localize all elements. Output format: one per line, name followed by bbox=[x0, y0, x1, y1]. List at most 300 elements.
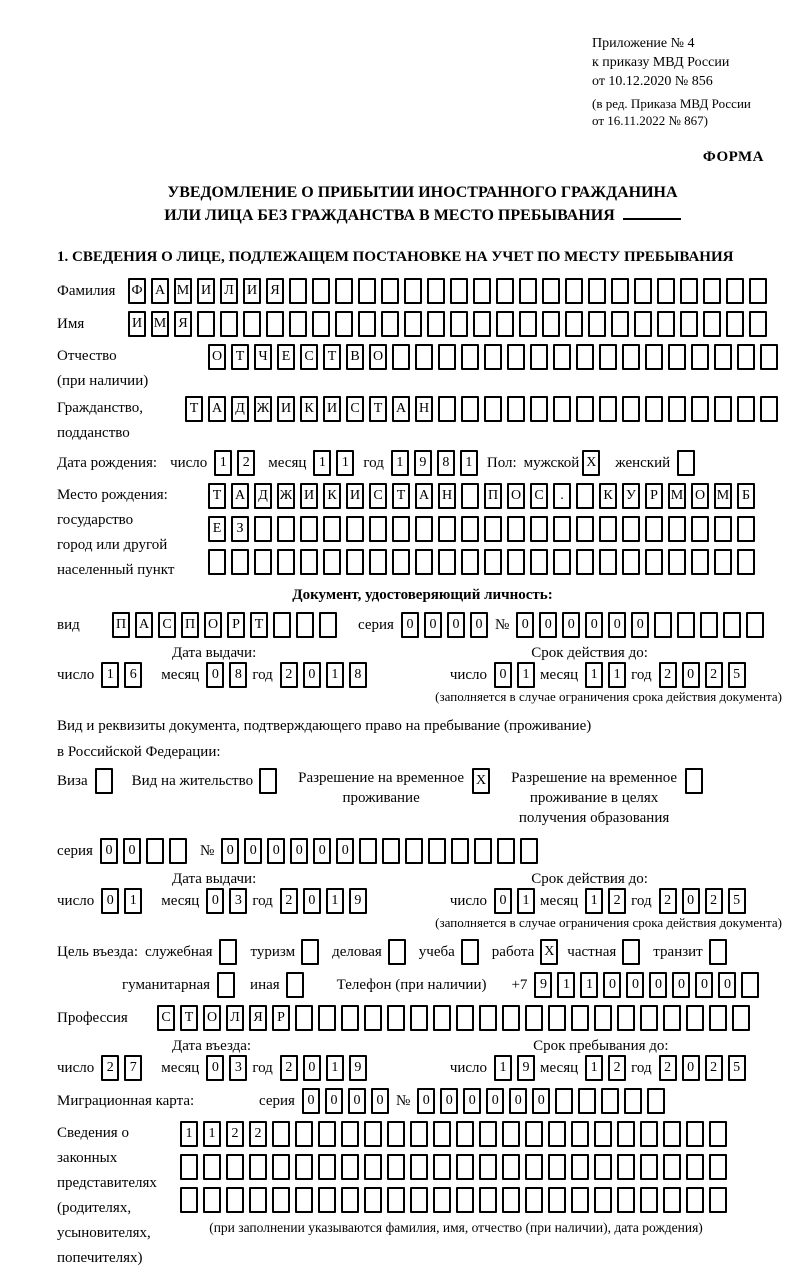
char-cell[interactable]: Н bbox=[438, 483, 456, 509]
char-cell[interactable] bbox=[392, 516, 410, 542]
char-cell[interactable] bbox=[691, 396, 709, 422]
char-cell[interactable]: М bbox=[151, 311, 169, 337]
char-cell[interactable]: 1 bbox=[180, 1121, 198, 1147]
char-cell[interactable]: 0 bbox=[631, 612, 649, 638]
char-cell[interactable] bbox=[479, 1005, 497, 1031]
char-cell[interactable] bbox=[571, 1005, 589, 1031]
char-cell[interactable]: 0 bbox=[626, 972, 644, 998]
char-cell[interactable]: 8 bbox=[229, 662, 247, 688]
char-cell[interactable]: 9 bbox=[414, 450, 432, 476]
char-cell[interactable] bbox=[341, 1187, 359, 1213]
char-cell[interactable]: О bbox=[208, 344, 226, 370]
char-cell[interactable] bbox=[335, 278, 353, 304]
char-cell[interactable] bbox=[565, 311, 583, 337]
char-cell[interactable] bbox=[502, 1005, 520, 1031]
char-cell[interactable] bbox=[433, 1121, 451, 1147]
char-cell[interactable] bbox=[645, 516, 663, 542]
char-cell[interactable] bbox=[277, 549, 295, 575]
char-cell[interactable]: 1 bbox=[203, 1121, 221, 1147]
char-cell[interactable]: Т bbox=[208, 483, 226, 509]
char-cell[interactable] bbox=[746, 612, 764, 638]
char-cell[interactable] bbox=[369, 516, 387, 542]
char-cell[interactable]: 1 bbox=[326, 662, 344, 688]
char-cell[interactable]: 9 bbox=[534, 972, 552, 998]
char-cell[interactable] bbox=[502, 1154, 520, 1180]
char-cell[interactable]: А bbox=[135, 612, 153, 638]
char-cell[interactable]: М bbox=[174, 278, 192, 304]
char-cell[interactable]: 0 bbox=[206, 1055, 224, 1081]
commercial-checkbox-cell[interactable] bbox=[388, 939, 406, 965]
char-cell[interactable]: Я bbox=[249, 1005, 267, 1031]
char-cell[interactable] bbox=[272, 1154, 290, 1180]
char-cell[interactable] bbox=[341, 1121, 359, 1147]
char-cell[interactable] bbox=[645, 396, 663, 422]
char-cell[interactable] bbox=[703, 278, 721, 304]
char-cell[interactable]: А bbox=[208, 396, 226, 422]
char-cell[interactable]: 0 bbox=[206, 662, 224, 688]
char-cell[interactable] bbox=[519, 278, 537, 304]
char-cell[interactable] bbox=[323, 549, 341, 575]
char-cell[interactable]: 1 bbox=[326, 1055, 344, 1081]
char-cell[interactable]: 0 bbox=[486, 1088, 504, 1114]
char-cell[interactable] bbox=[634, 278, 652, 304]
char-cell[interactable] bbox=[295, 1154, 313, 1180]
char-cell[interactable]: 0 bbox=[303, 1055, 321, 1081]
char-cell[interactable] bbox=[387, 1187, 405, 1213]
char-cell[interactable]: У bbox=[622, 483, 640, 509]
char-cell[interactable] bbox=[415, 516, 433, 542]
char-cell[interactable] bbox=[203, 1154, 221, 1180]
char-cell[interactable] bbox=[169, 838, 187, 864]
char-cell[interactable] bbox=[507, 516, 525, 542]
char-cell[interactable]: 2 bbox=[280, 1055, 298, 1081]
char-cell[interactable] bbox=[617, 1187, 635, 1213]
char-cell[interactable] bbox=[273, 612, 291, 638]
char-cell[interactable]: 5 bbox=[728, 1055, 746, 1081]
char-cell[interactable] bbox=[272, 1121, 290, 1147]
work-checkbox-cell[interactable]: X bbox=[540, 939, 558, 965]
char-cell[interactable]: 9 bbox=[349, 888, 367, 914]
char-cell[interactable]: 9 bbox=[349, 1055, 367, 1081]
humanitarian-checkbox-cell[interactable] bbox=[217, 972, 235, 998]
char-cell[interactable] bbox=[502, 1187, 520, 1213]
char-cell[interactable]: 0 bbox=[447, 612, 465, 638]
char-cell[interactable]: 0 bbox=[695, 972, 713, 998]
char-cell[interactable] bbox=[404, 278, 422, 304]
char-cell[interactable] bbox=[611, 311, 629, 337]
char-cell[interactable]: 8 bbox=[349, 662, 367, 688]
char-cell[interactable] bbox=[450, 278, 468, 304]
char-cell[interactable] bbox=[599, 549, 617, 575]
char-cell[interactable] bbox=[703, 311, 721, 337]
char-cell[interactable] bbox=[461, 344, 479, 370]
char-cell[interactable] bbox=[146, 838, 164, 864]
char-cell[interactable] bbox=[433, 1005, 451, 1031]
char-cell[interactable]: Ф bbox=[128, 278, 146, 304]
char-cell[interactable] bbox=[410, 1121, 428, 1147]
char-cell[interactable] bbox=[594, 1154, 612, 1180]
char-cell[interactable]: 0 bbox=[440, 1088, 458, 1114]
char-cell[interactable] bbox=[732, 1005, 750, 1031]
char-cell[interactable]: С bbox=[157, 1005, 175, 1031]
char-cell[interactable]: 0 bbox=[221, 838, 239, 864]
char-cell[interactable]: 2 bbox=[705, 1055, 723, 1081]
char-cell[interactable] bbox=[548, 1005, 566, 1031]
char-cell[interactable] bbox=[197, 311, 215, 337]
char-cell[interactable] bbox=[496, 278, 514, 304]
char-cell[interactable] bbox=[382, 838, 400, 864]
char-cell[interactable] bbox=[576, 516, 594, 542]
char-cell[interactable] bbox=[507, 549, 525, 575]
char-cell[interactable] bbox=[484, 549, 502, 575]
char-cell[interactable] bbox=[438, 344, 456, 370]
char-cell[interactable]: 0 bbox=[682, 662, 700, 688]
char-cell[interactable] bbox=[599, 396, 617, 422]
char-cell[interactable] bbox=[680, 311, 698, 337]
char-cell[interactable]: 0 bbox=[603, 972, 621, 998]
char-cell[interactable] bbox=[473, 311, 491, 337]
char-cell[interactable]: А bbox=[151, 278, 169, 304]
char-cell[interactable] bbox=[220, 311, 238, 337]
char-cell[interactable] bbox=[611, 278, 629, 304]
char-cell[interactable]: 0 bbox=[682, 1055, 700, 1081]
char-cell[interactable]: М bbox=[714, 483, 732, 509]
char-cell[interactable]: 1 bbox=[585, 662, 603, 688]
char-cell[interactable]: 5 bbox=[728, 662, 746, 688]
char-cell[interactable] bbox=[530, 344, 548, 370]
char-cell[interactable]: 1 bbox=[391, 450, 409, 476]
char-cell[interactable]: И bbox=[346, 483, 364, 509]
char-cell[interactable] bbox=[456, 1005, 474, 1031]
char-cell[interactable] bbox=[319, 612, 337, 638]
char-cell[interactable] bbox=[318, 1005, 336, 1031]
char-cell[interactable] bbox=[456, 1154, 474, 1180]
char-cell[interactable]: 0 bbox=[325, 1088, 343, 1114]
char-cell[interactable] bbox=[392, 344, 410, 370]
char-cell[interactable]: 1 bbox=[608, 662, 626, 688]
char-cell[interactable] bbox=[318, 1154, 336, 1180]
char-cell[interactable] bbox=[364, 1154, 382, 1180]
char-cell[interactable] bbox=[525, 1154, 543, 1180]
char-cell[interactable] bbox=[507, 396, 525, 422]
business-checkbox-cell[interactable] bbox=[219, 939, 237, 965]
char-cell[interactable] bbox=[335, 311, 353, 337]
char-cell[interactable]: И bbox=[323, 396, 341, 422]
char-cell[interactable]: 0 bbox=[371, 1088, 389, 1114]
char-cell[interactable] bbox=[387, 1154, 405, 1180]
char-cell[interactable]: Т bbox=[250, 612, 268, 638]
char-cell[interactable] bbox=[571, 1154, 589, 1180]
char-cell[interactable] bbox=[741, 972, 759, 998]
char-cell[interactable]: З bbox=[231, 516, 249, 542]
char-cell[interactable]: 0 bbox=[649, 972, 667, 998]
char-cell[interactable]: 2 bbox=[659, 662, 677, 688]
char-cell[interactable]: 1 bbox=[585, 888, 603, 914]
char-cell[interactable] bbox=[594, 1121, 612, 1147]
char-cell[interactable] bbox=[634, 311, 652, 337]
char-cell[interactable] bbox=[272, 1187, 290, 1213]
char-cell[interactable] bbox=[726, 311, 744, 337]
char-cell[interactable] bbox=[428, 838, 446, 864]
char-cell[interactable] bbox=[553, 516, 571, 542]
char-cell[interactable]: 2 bbox=[280, 888, 298, 914]
char-cell[interactable]: Ж bbox=[254, 396, 272, 422]
char-cell[interactable]: 2 bbox=[608, 888, 626, 914]
char-cell[interactable] bbox=[668, 549, 686, 575]
char-cell[interactable] bbox=[686, 1005, 704, 1031]
char-cell[interactable] bbox=[576, 344, 594, 370]
char-cell[interactable] bbox=[680, 278, 698, 304]
char-cell[interactable] bbox=[300, 549, 318, 575]
char-cell[interactable] bbox=[226, 1187, 244, 1213]
char-cell[interactable]: К bbox=[323, 483, 341, 509]
char-cell[interactable]: Р bbox=[272, 1005, 290, 1031]
char-cell[interactable] bbox=[709, 1187, 727, 1213]
char-cell[interactable]: 9 bbox=[517, 1055, 535, 1081]
char-cell[interactable] bbox=[484, 516, 502, 542]
tourism-checkbox-cell[interactable] bbox=[301, 939, 319, 965]
char-cell[interactable] bbox=[295, 1005, 313, 1031]
char-cell[interactable] bbox=[243, 311, 261, 337]
char-cell[interactable] bbox=[231, 549, 249, 575]
char-cell[interactable] bbox=[588, 311, 606, 337]
transit-checkbox-cell[interactable] bbox=[709, 939, 727, 965]
char-cell[interactable] bbox=[588, 278, 606, 304]
private-checkbox-cell[interactable] bbox=[622, 939, 640, 965]
char-cell[interactable] bbox=[438, 396, 456, 422]
char-cell[interactable]: 0 bbox=[401, 612, 419, 638]
char-cell[interactable]: 7 bbox=[124, 1055, 142, 1081]
char-cell[interactable]: 5 bbox=[728, 888, 746, 914]
char-cell[interactable]: К bbox=[300, 396, 318, 422]
char-cell[interactable] bbox=[369, 549, 387, 575]
char-cell[interactable] bbox=[364, 1005, 382, 1031]
residence-permit-checkbox-cell[interactable] bbox=[259, 768, 277, 794]
char-cell[interactable]: Н bbox=[415, 396, 433, 422]
char-cell[interactable] bbox=[622, 344, 640, 370]
char-cell[interactable] bbox=[691, 549, 709, 575]
male-checkbox-cell[interactable]: X bbox=[582, 450, 600, 476]
char-cell[interactable] bbox=[295, 1187, 313, 1213]
char-cell[interactable] bbox=[663, 1154, 681, 1180]
char-cell[interactable] bbox=[484, 396, 502, 422]
char-cell[interactable] bbox=[601, 1088, 619, 1114]
char-cell[interactable]: 1 bbox=[517, 888, 535, 914]
char-cell[interactable]: 0 bbox=[682, 888, 700, 914]
char-cell[interactable]: 1 bbox=[494, 1055, 512, 1081]
char-cell[interactable] bbox=[473, 278, 491, 304]
char-cell[interactable]: 2 bbox=[705, 888, 723, 914]
female-checkbox-cell[interactable] bbox=[677, 450, 695, 476]
char-cell[interactable]: Д bbox=[254, 483, 272, 509]
char-cell[interactable]: 2 bbox=[659, 888, 677, 914]
char-cell[interactable] bbox=[617, 1121, 635, 1147]
char-cell[interactable]: Я bbox=[266, 278, 284, 304]
char-cell[interactable] bbox=[530, 396, 548, 422]
char-cell[interactable]: 3 bbox=[229, 888, 247, 914]
char-cell[interactable] bbox=[686, 1187, 704, 1213]
char-cell[interactable] bbox=[180, 1154, 198, 1180]
char-cell[interactable] bbox=[358, 278, 376, 304]
char-cell[interactable] bbox=[323, 516, 341, 542]
char-cell[interactable]: Т bbox=[369, 396, 387, 422]
char-cell[interactable]: Л bbox=[220, 278, 238, 304]
char-cell[interactable]: 0 bbox=[562, 612, 580, 638]
char-cell[interactable]: 0 bbox=[303, 662, 321, 688]
char-cell[interactable] bbox=[496, 311, 514, 337]
char-cell[interactable]: Р bbox=[227, 612, 245, 638]
char-cell[interactable]: Т bbox=[392, 483, 410, 509]
char-cell[interactable] bbox=[300, 516, 318, 542]
char-cell[interactable] bbox=[507, 344, 525, 370]
char-cell[interactable]: А bbox=[415, 483, 433, 509]
char-cell[interactable]: О bbox=[203, 1005, 221, 1031]
char-cell[interactable]: А bbox=[392, 396, 410, 422]
other-checkbox-cell[interactable] bbox=[286, 972, 304, 998]
char-cell[interactable] bbox=[346, 549, 364, 575]
char-cell[interactable]: 1 bbox=[557, 972, 575, 998]
char-cell[interactable] bbox=[657, 278, 675, 304]
char-cell[interactable] bbox=[640, 1121, 658, 1147]
char-cell[interactable] bbox=[415, 549, 433, 575]
char-cell[interactable] bbox=[456, 1121, 474, 1147]
char-cell[interactable] bbox=[427, 311, 445, 337]
char-cell[interactable]: 0 bbox=[516, 612, 534, 638]
char-cell[interactable]: 0 bbox=[313, 838, 331, 864]
char-cell[interactable]: О bbox=[691, 483, 709, 509]
char-cell[interactable] bbox=[599, 344, 617, 370]
char-cell[interactable] bbox=[691, 516, 709, 542]
char-cell[interactable] bbox=[295, 1121, 313, 1147]
char-cell[interactable] bbox=[346, 516, 364, 542]
char-cell[interactable] bbox=[405, 838, 423, 864]
char-cell[interactable] bbox=[714, 549, 732, 575]
char-cell[interactable]: Ч bbox=[254, 344, 272, 370]
char-cell[interactable] bbox=[654, 612, 672, 638]
char-cell[interactable]: 1 bbox=[460, 450, 478, 476]
char-cell[interactable]: Я bbox=[174, 311, 192, 337]
char-cell[interactable]: 1 bbox=[580, 972, 598, 998]
char-cell[interactable] bbox=[266, 311, 284, 337]
char-cell[interactable] bbox=[226, 1154, 244, 1180]
rvp-edu-checkbox-cell[interactable] bbox=[685, 768, 703, 794]
char-cell[interactable]: 6 bbox=[124, 662, 142, 688]
char-cell[interactable]: 3 bbox=[229, 1055, 247, 1081]
char-cell[interactable] bbox=[714, 344, 732, 370]
char-cell[interactable] bbox=[427, 278, 445, 304]
char-cell[interactable] bbox=[760, 344, 778, 370]
char-cell[interactable] bbox=[553, 344, 571, 370]
char-cell[interactable] bbox=[438, 516, 456, 542]
char-cell[interactable]: И bbox=[300, 483, 318, 509]
char-cell[interactable]: А bbox=[231, 483, 249, 509]
rvp-checkbox-cell[interactable]: X bbox=[472, 768, 490, 794]
char-cell[interactable] bbox=[289, 278, 307, 304]
char-cell[interactable]: 2 bbox=[249, 1121, 267, 1147]
study-checkbox-cell[interactable] bbox=[461, 939, 479, 965]
char-cell[interactable] bbox=[312, 311, 330, 337]
char-cell[interactable] bbox=[737, 344, 755, 370]
char-cell[interactable] bbox=[622, 516, 640, 542]
char-cell[interactable] bbox=[289, 311, 307, 337]
char-cell[interactable] bbox=[622, 549, 640, 575]
char-cell[interactable] bbox=[726, 278, 744, 304]
char-cell[interactable]: Е bbox=[277, 344, 295, 370]
char-cell[interactable] bbox=[645, 549, 663, 575]
char-cell[interactable]: О bbox=[369, 344, 387, 370]
char-cell[interactable] bbox=[381, 278, 399, 304]
char-cell[interactable] bbox=[668, 344, 686, 370]
char-cell[interactable]: Ж bbox=[277, 483, 295, 509]
char-cell[interactable]: 2 bbox=[608, 1055, 626, 1081]
char-cell[interactable]: 0 bbox=[718, 972, 736, 998]
char-cell[interactable]: Р bbox=[645, 483, 663, 509]
char-cell[interactable]: П bbox=[112, 612, 130, 638]
char-cell[interactable]: М bbox=[668, 483, 686, 509]
char-cell[interactable] bbox=[668, 396, 686, 422]
char-cell[interactable] bbox=[617, 1005, 635, 1031]
char-cell[interactable]: Т bbox=[180, 1005, 198, 1031]
char-cell[interactable] bbox=[318, 1187, 336, 1213]
char-cell[interactable] bbox=[318, 1121, 336, 1147]
char-cell[interactable]: 1 bbox=[336, 450, 354, 476]
char-cell[interactable]: . bbox=[553, 483, 571, 509]
char-cell[interactable] bbox=[519, 311, 537, 337]
char-cell[interactable]: 0 bbox=[494, 662, 512, 688]
char-cell[interactable]: С bbox=[300, 344, 318, 370]
char-cell[interactable] bbox=[461, 516, 479, 542]
char-cell[interactable] bbox=[479, 1187, 497, 1213]
char-cell[interactable]: 2 bbox=[101, 1055, 119, 1081]
char-cell[interactable]: 0 bbox=[417, 1088, 435, 1114]
char-cell[interactable] bbox=[341, 1005, 359, 1031]
char-cell[interactable] bbox=[594, 1005, 612, 1031]
char-cell[interactable] bbox=[571, 1187, 589, 1213]
char-cell[interactable]: С bbox=[346, 396, 364, 422]
char-cell[interactable]: И bbox=[128, 311, 146, 337]
char-cell[interactable] bbox=[254, 549, 272, 575]
char-cell[interactable] bbox=[484, 344, 502, 370]
char-cell[interactable] bbox=[677, 612, 695, 638]
char-cell[interactable] bbox=[686, 1154, 704, 1180]
char-cell[interactable]: 1 bbox=[101, 662, 119, 688]
char-cell[interactable]: Т bbox=[185, 396, 203, 422]
char-cell[interactable] bbox=[709, 1121, 727, 1147]
char-cell[interactable]: И bbox=[277, 396, 295, 422]
char-cell[interactable] bbox=[296, 612, 314, 638]
char-cell[interactable] bbox=[456, 1187, 474, 1213]
char-cell[interactable] bbox=[479, 1121, 497, 1147]
char-cell[interactable]: И bbox=[243, 278, 261, 304]
char-cell[interactable] bbox=[479, 1154, 497, 1180]
char-cell[interactable]: 0 bbox=[539, 612, 557, 638]
char-cell[interactable] bbox=[180, 1187, 198, 1213]
char-cell[interactable] bbox=[364, 1121, 382, 1147]
char-cell[interactable]: 0 bbox=[100, 838, 118, 864]
char-cell[interactable] bbox=[341, 1154, 359, 1180]
char-cell[interactable] bbox=[451, 838, 469, 864]
char-cell[interactable] bbox=[553, 396, 571, 422]
char-cell[interactable] bbox=[381, 311, 399, 337]
char-cell[interactable] bbox=[576, 549, 594, 575]
char-cell[interactable]: И bbox=[197, 278, 215, 304]
char-cell[interactable] bbox=[410, 1187, 428, 1213]
char-cell[interactable] bbox=[709, 1154, 727, 1180]
char-cell[interactable] bbox=[571, 1121, 589, 1147]
char-cell[interactable]: 0 bbox=[672, 972, 690, 998]
char-cell[interactable] bbox=[208, 549, 226, 575]
char-cell[interactable] bbox=[542, 311, 560, 337]
